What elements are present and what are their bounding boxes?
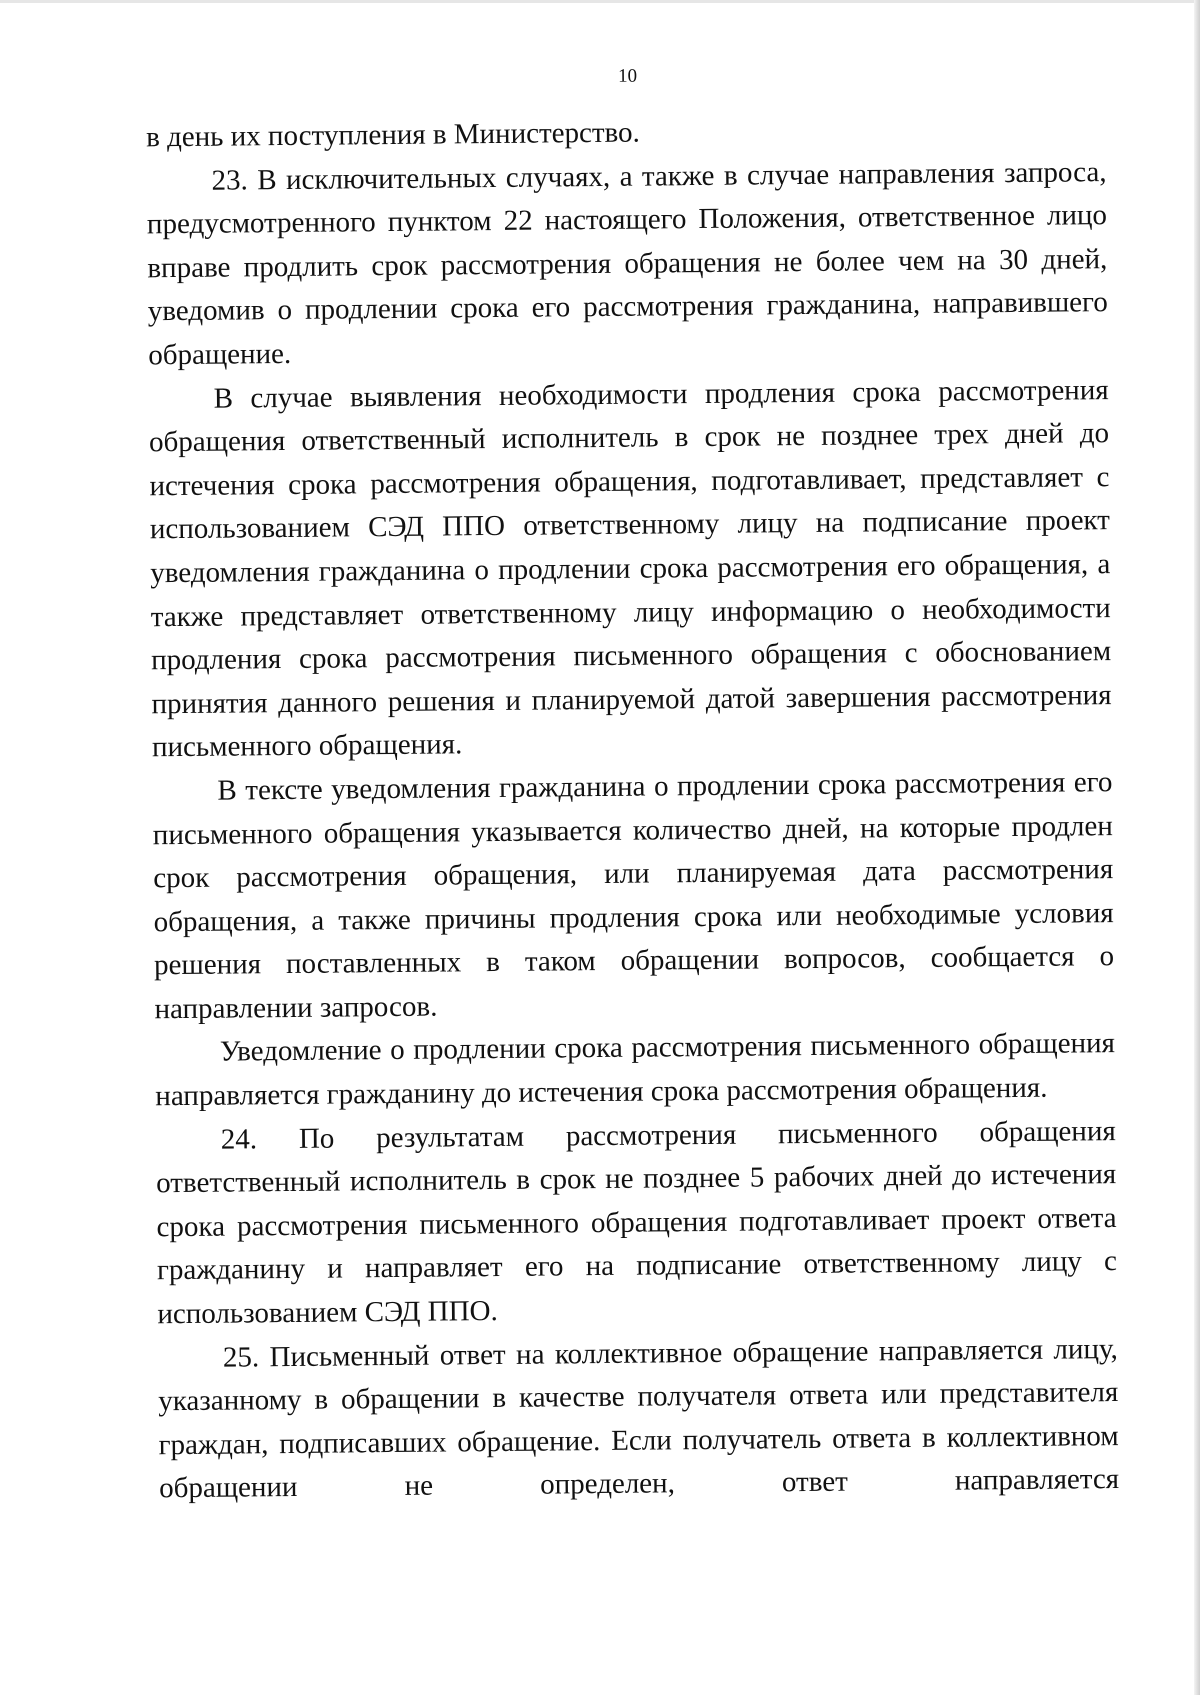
paragraph-item-24: 24. По результатам рассмотрения письменного обращения ответственный исполнитель в срок не позднее 5 рабочих дней до истечения срока рассмотрения письменного обращения подготавливает проект ответа гражданину и направляет его на подписание ответственному лицу с использованием СЭД ППО.: [156, 1114, 1118, 1331]
paragraph-extension-case: В случае выявления необходимости продления срока рассмотрения обращения ответственный исполнитель в срок не позднее трех дней до истечения срока рассмотрения обращения, подготавливает, представляет с использованием СЭД ППО ответственному лицу на подписание проект уведомления гражданина о продлении срока рассмотрения его обращения, а также представляет ответственному лицу информацию о необходимости продления срока рассмотрения письменного обращения с обоснованием принятия данного решения и планируемой датой завершения рассмотрения письменного обращения.: [148, 373, 1112, 764]
paragraph-item-23: 23. В исключительных случаях, а также в случае направления запроса, предусмотренного пунктом 22 настоящего Положения, ответственное лицо вправе продлить срок рассмотрения обращения не более чем на 30 дней, уведомив о продлении срока его рассмотрения гражданина, направившего обращение.: [146, 155, 1108, 372]
paragraph-notice-sending: Уведомление о продлении срока рассмотрения письменного обращения направляется гражданину до истечения срока рассмотрения обращения.: [155, 1027, 1116, 1113]
document-body: [146, 107, 1119, 1511]
paragraph-continuation: в день их поступления в Министерство.: [145, 116, 641, 154]
scan-edge-right: [1194, 0, 1200, 1695]
page-number: 10: [617, 65, 638, 87]
paragraph-item-25: 25. Письменный ответ на коллективное обращение направляется лицу, указанному в обращении в качестве получателя ответа или представителя граждан, подписавших обращение. Если получатель ответа в коллективном обращении не определен, ответ направляется: [158, 1332, 1120, 1505]
paragraph-notice-text: В тексте уведомления гражданина о продлении срока рассмотрения его письменного обращения указывается количество дней, на которые продлен срок рассмотрения обращения, или планируемая дата рассмотрения обращения, а также причины продления срока или необходимые условия решения поставленных в таком обращении вопросов, сообщается о направлении запросов.: [152, 765, 1115, 1026]
